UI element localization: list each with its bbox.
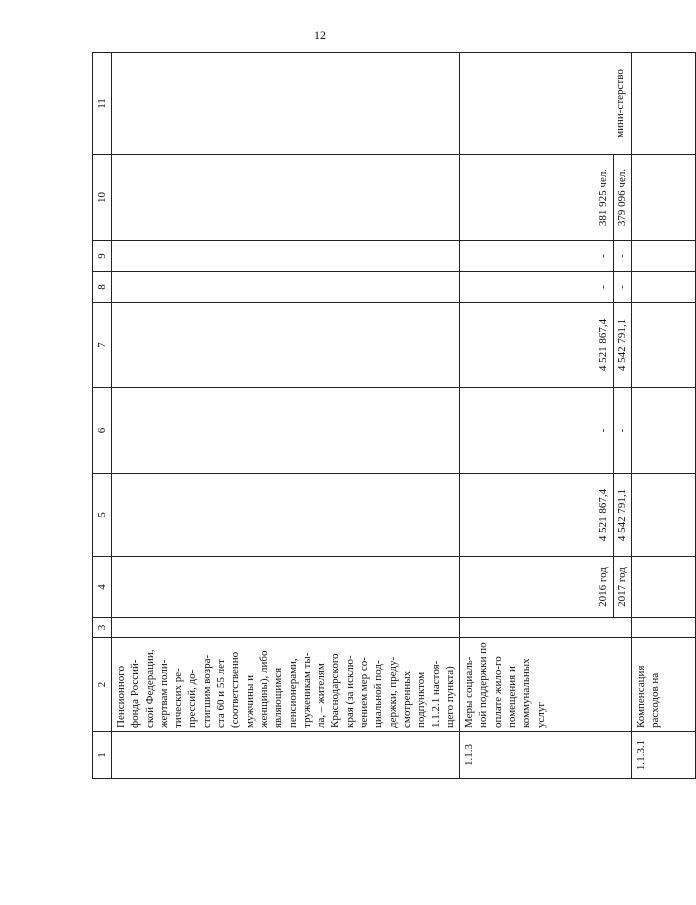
col10-2016: 381 925 чел. (595, 155, 614, 240)
col9-2017: - (615, 254, 628, 258)
col9-2016: - (595, 241, 614, 271)
col-header-1: 1 (93, 732, 112, 779)
col-header-7: 7 (93, 303, 112, 388)
col-header-10: 10 (93, 155, 112, 241)
header-row (93, 53, 112, 779)
col8-2017: - (615, 285, 628, 289)
col-header-6: 6 (93, 388, 112, 474)
col-header-5: 5 (93, 474, 112, 557)
table-row (460, 53, 632, 779)
col7-2016: 4 521 867,4 (595, 303, 614, 387)
col5-2017: 4 542 791,1 (615, 488, 628, 542)
col7-2017: 4 542 791,1 (615, 318, 628, 372)
col6-2016: - (595, 388, 614, 473)
row1-number (112, 732, 460, 779)
col-header-2: 2 (93, 638, 112, 732)
row2-description: Меры социаль-ной поддержки по оплате жило-го помещения и коммунальных услуг (460, 638, 632, 732)
table-row (632, 53, 696, 779)
page-number: 12 (314, 28, 326, 42)
col6-2017: - (615, 428, 628, 433)
col10-2017: 379 096 чел. (615, 168, 628, 227)
measures-table (92, 52, 696, 779)
col-header-11: 11 (93, 53, 112, 155)
table-row (112, 53, 460, 779)
row1-description: Пенсионного фонда Россий-ской Федерации, жертвам поли-тических ре-прессий, до-стигшим возра-ста 60 и 55 лет (соответственно мужчины и женщины), либо являющимся пенсионерами, труженикам ты-ла, – жителям Краснодарского края (за исклю-чением мер со-циальной под-держки, преду-смотренных подпунктом 1.1.2.1 настоя-щего пункта) (112, 638, 460, 732)
row2-number: 1.1.3 (460, 732, 632, 779)
col8-2016: - (595, 272, 614, 302)
row3-description: Компенсация расходов на (632, 638, 696, 732)
col-header-4: 4 (93, 557, 112, 618)
col-header-8: 8 (93, 272, 112, 303)
rotated-table-container (92, 53, 662, 779)
row3-number: 1.1.3.1 (632, 732, 696, 779)
year-2017: 2017 год (615, 567, 628, 607)
col-header-9: 9 (93, 241, 112, 272)
year-2016: 2016 год (595, 557, 614, 617)
col-header-3: 3 (93, 618, 112, 638)
row2-responsible: мини-стерство (460, 53, 632, 155)
col5-2016: 4 521 867,4 (595, 474, 614, 556)
